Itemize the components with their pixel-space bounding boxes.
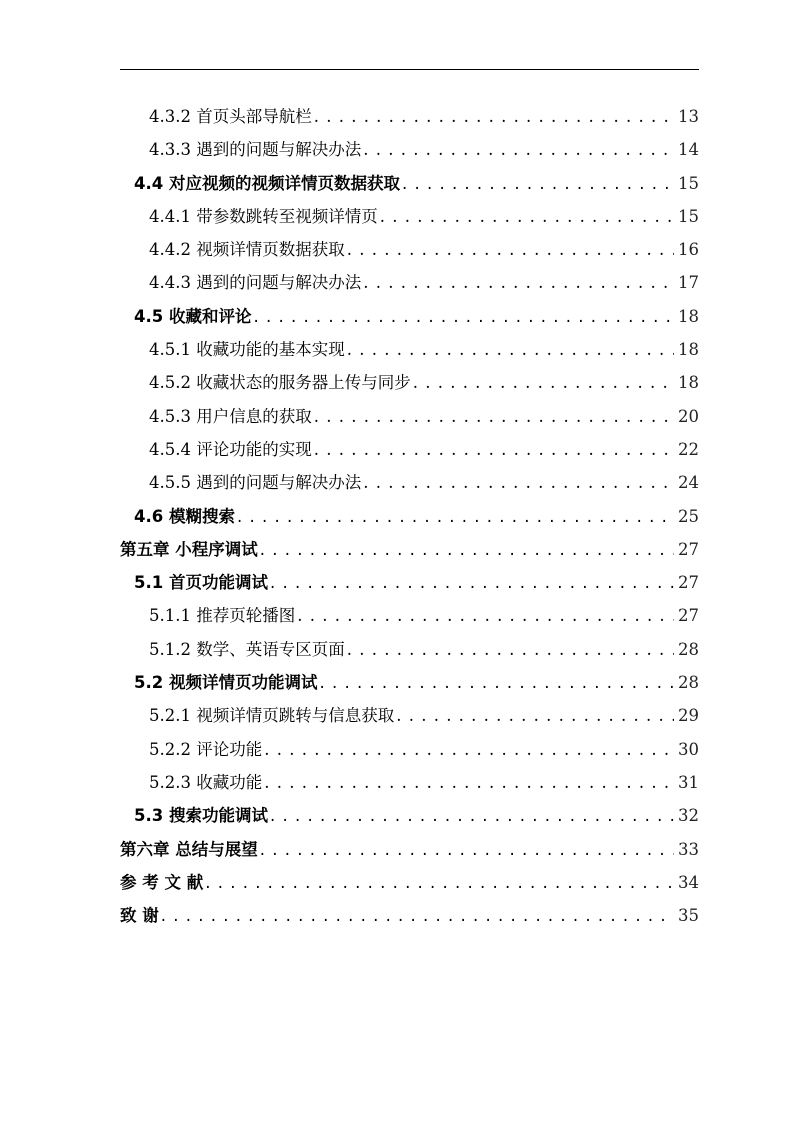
toc-page-number: 15: [678, 206, 699, 226]
toc-page-number: 16: [678, 240, 699, 260]
toc-entry-label: 第五章 小程序调试: [120, 539, 258, 559]
toc-dot-leader: [260, 533, 674, 566]
toc-entry-label: 致 谢: [120, 906, 159, 926]
header-rule: [120, 69, 699, 70]
toc-entry[interactable]: [120, 799, 699, 832]
toc-entry-label: 4.5.4 评论功能的实现: [149, 439, 312, 459]
toc-entry[interactable]: [120, 266, 699, 299]
toc-dot-leader: [314, 433, 674, 466]
toc-entry-label: 5.1.1 推荐页轮播图: [149, 606, 296, 626]
toc-dot-leader: [161, 899, 674, 932]
toc-entry[interactable]: [120, 766, 699, 799]
toc-entry-label: 参 考 文 献: [120, 872, 204, 892]
toc-dot-leader: [363, 466, 674, 499]
toc-entry[interactable]: [120, 699, 699, 732]
toc-entry[interactable]: [120, 533, 699, 566]
toc-dot-leader: [205, 866, 674, 899]
toc-page-number: 18: [678, 340, 699, 360]
toc-page-number: 14: [678, 140, 699, 160]
toc-entry-label: 4.5.2 收藏状态的服务器上传与同步: [149, 373, 411, 393]
toc-page-number: 18: [678, 373, 699, 393]
toc-entry-label: 4.3.3 遇到的问题与解决办法: [149, 140, 362, 160]
toc-page-number: 27: [678, 606, 699, 626]
toc-dot-leader: [347, 633, 674, 666]
toc-page-number: 25: [678, 506, 699, 526]
toc-entry-label: 4.5 收藏和评论: [134, 306, 252, 326]
toc-dot-leader: [264, 733, 674, 766]
toc-entry[interactable]: [120, 333, 699, 366]
toc-entry-label: 4.4.2 视频详情页数据获取: [149, 240, 345, 260]
toc-page-number: 22: [678, 439, 699, 459]
toc-dot-leader: [402, 167, 674, 200]
toc-dot-leader: [363, 133, 674, 166]
toc-page-number: 28: [678, 673, 699, 693]
toc-entry[interactable]: [120, 400, 699, 433]
toc-entry[interactable]: [120, 167, 699, 200]
toc-dot-leader: [260, 833, 674, 866]
toc-dot-leader: [319, 666, 674, 699]
toc-page-number: 33: [678, 839, 699, 859]
toc-entry-label: 4.4.1 带参数跳转至视频详情页: [149, 206, 378, 226]
toc-dot-leader: [396, 699, 674, 732]
toc-entry-label: 第六章 总结与展望: [120, 839, 258, 859]
toc-page-number: 31: [678, 772, 699, 792]
toc-page-number: 34: [678, 872, 699, 892]
toc-entry-label: 4.4.3 遇到的问题与解决办法: [149, 273, 362, 293]
toc-entry-label: 5.1 首页功能调试: [134, 573, 268, 593]
toc-entry-label: 4.4 对应视频的视频详情页数据获取: [134, 173, 400, 193]
toc-entry-label: 5.3 搜索功能调试: [134, 806, 268, 826]
toc-dot-leader: [413, 366, 674, 399]
toc-entry-label: 4.5.3 用户信息的获取: [149, 406, 312, 426]
toc-entry[interactable]: [120, 599, 699, 632]
toc-entry-label: 5.2.3 收藏功能: [149, 772, 263, 792]
toc-entry-label: 5.2 视频详情页功能调试: [134, 673, 318, 693]
table-of-contents: [120, 100, 699, 932]
toc-page-number: 24: [678, 473, 699, 493]
toc-dot-leader: [314, 400, 674, 433]
toc-entry[interactable]: [120, 233, 699, 266]
toc-page-number: 32: [678, 806, 699, 826]
toc-dot-leader: [270, 799, 674, 832]
toc-page-number: 17: [678, 273, 699, 293]
toc-dot-leader: [380, 200, 674, 233]
toc-entry[interactable]: [120, 433, 699, 466]
toc-dot-leader: [270, 566, 674, 599]
toc-page-number: 27: [678, 539, 699, 559]
toc-dot-leader: [314, 100, 674, 133]
toc-entry[interactable]: [120, 466, 699, 499]
toc-entry[interactable]: [120, 133, 699, 166]
toc-page-number: 13: [678, 107, 699, 126]
toc-entry[interactable]: [120, 366, 699, 399]
toc-entry[interactable]: [120, 300, 699, 333]
toc-page-number: 27: [678, 573, 699, 593]
toc-dot-leader: [347, 333, 674, 366]
toc-entry[interactable]: [120, 833, 699, 866]
toc-dot-leader: [347, 233, 674, 266]
toc-page-number: 29: [678, 706, 699, 726]
toc-page-number: 20: [678, 406, 699, 426]
toc-entry[interactable]: [120, 566, 699, 599]
toc-entry[interactable]: [120, 733, 699, 766]
toc-entry[interactable]: [120, 866, 699, 899]
toc-dot-leader: [297, 599, 674, 632]
toc-entry[interactable]: [120, 633, 699, 666]
toc-dot-leader: [363, 266, 674, 299]
toc-entry-label: 4.3.2 首页头部导航栏: [149, 107, 312, 126]
toc-page-number: 28: [678, 639, 699, 659]
toc-entry-label: 5.2.1 视频详情页跳转与信息获取: [149, 706, 395, 726]
toc-entry[interactable]: [120, 666, 699, 699]
toc-entry-label: 5.2.2 评论功能: [149, 739, 263, 759]
toc-dot-leader: [237, 500, 674, 533]
toc-entry[interactable]: [120, 899, 699, 932]
toc-entry-label: 4.5.5 遇到的问题与解决办法: [149, 473, 362, 493]
toc-page-number: 30: [678, 739, 699, 759]
toc-entry[interactable]: [120, 200, 699, 233]
toc-dot-leader: [264, 766, 674, 799]
toc-page-number: 15: [678, 173, 699, 193]
toc-entry-label: 4.6 模糊搜索: [134, 506, 235, 526]
toc-entry-label: 5.1.2 数学、英语专区页面: [149, 639, 345, 659]
toc-page-number: 35: [678, 906, 699, 926]
toc-entry[interactable]: [120, 100, 699, 133]
toc-entry[interactable]: [120, 500, 699, 533]
toc-dot-leader: [253, 300, 674, 333]
toc-page-number: 18: [678, 306, 699, 326]
toc-entry-label: 4.5.1 收藏功能的基本实现: [149, 340, 345, 360]
